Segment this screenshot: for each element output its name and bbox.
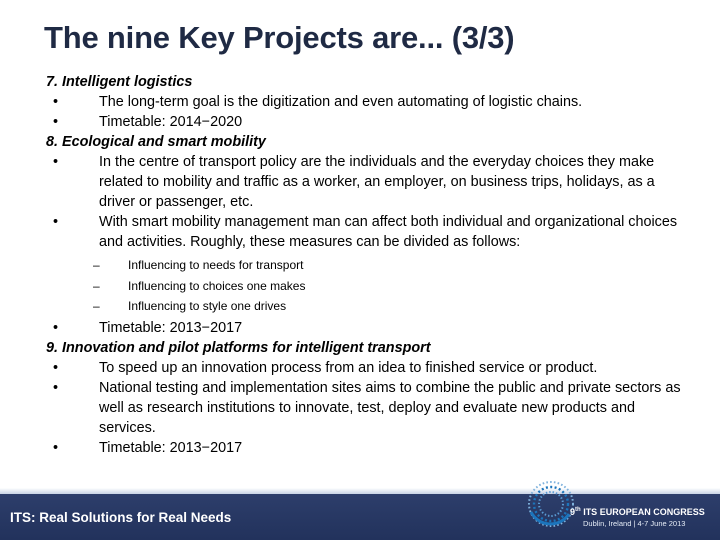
sub-bullet-text: Influencing to style one drives bbox=[128, 299, 287, 313]
bullet-glyph: • bbox=[53, 439, 59, 456]
congress-name: ITS EUROPEAN CONGRESS bbox=[580, 507, 705, 517]
bullet-item bbox=[46, 152, 694, 212]
footer-tagline: ITS: Real Solutions for Real Needs bbox=[10, 510, 232, 525]
bullet-text: Timetable: 2013−2017 bbox=[99, 439, 243, 456]
bullet-item bbox=[46, 112, 694, 132]
bullet-item bbox=[46, 212, 694, 252]
slide-content bbox=[46, 72, 694, 458]
sub-bullet-text: Influencing to needs for transport bbox=[128, 258, 304, 272]
bullet-glyph: • bbox=[53, 94, 59, 110]
bullet-item bbox=[46, 438, 694, 458]
section-heading-7: 7. Intelligent logistics bbox=[46, 74, 193, 90]
bullet-glyph: • bbox=[53, 214, 59, 230]
congress-ordinal-suffix: th bbox=[575, 507, 581, 513]
congress-logo bbox=[500, 472, 715, 538]
congress-location: Dublin, Ireland | 4-7 June 2013 bbox=[583, 519, 686, 528]
bullet-glyph: • bbox=[53, 319, 59, 336]
section-heading-9: 9. Innovation and pilot platforms for intelligent transport bbox=[46, 339, 431, 356]
bullet-text: Timetable: 2014−2020 bbox=[99, 114, 243, 130]
bullet-text: Timetable: 2013−2017 bbox=[99, 319, 243, 336]
congress-ordinal: 9 bbox=[570, 507, 576, 517]
bullet-item bbox=[46, 358, 694, 378]
sub-bullet-item bbox=[46, 255, 694, 276]
sub-bullet-item bbox=[46, 296, 694, 317]
sub-bullet-item bbox=[46, 276, 694, 297]
dash-glyph: – bbox=[93, 278, 100, 293]
bullet-glyph: • bbox=[53, 359, 59, 376]
sub-bullet-list bbox=[46, 255, 694, 317]
bullet-glyph: • bbox=[53, 114, 59, 130]
section-heading-8: 8. Ecological and smart mobility bbox=[46, 134, 266, 150]
bullet-glyph: • bbox=[53, 154, 59, 170]
sub-bullet-text: Influencing to choices one makes bbox=[128, 278, 306, 293]
congress-title bbox=[570, 507, 705, 517]
bullet-text: To speed up an innovation process from an idea to finished service or product. bbox=[99, 359, 598, 376]
bullet-text: In the centre of transport policy are the individuals and the everyday choices they make related to mobility and traffic as a worker, an employer, on business trips, holidays, as a driver or passenger, etc. bbox=[99, 154, 655, 210]
dash-glyph: – bbox=[93, 258, 100, 272]
bullet-item bbox=[46, 318, 694, 338]
bullet-text: With smart mobility management man can affect both individual and organizational choices and activities. Roughly, these measures can be divided as follows: bbox=[99, 214, 678, 250]
slide-title: The nine Key Projects are... (3/3) bbox=[44, 20, 515, 55]
bullet-glyph: • bbox=[53, 379, 59, 396]
bullet-item bbox=[46, 92, 694, 112]
dash-glyph: – bbox=[93, 299, 100, 313]
bullet-text: National testing and implementation sites aims to combine the public and private sectors as well as research institutions to innovate, test, deploy and evaluate new products and services. bbox=[99, 379, 681, 436]
congress-ring-logo-icon bbox=[500, 472, 715, 538]
bullet-item bbox=[46, 378, 694, 438]
bullet-text: The long-term goal is the digitization and even automating of logistic chains. bbox=[99, 94, 583, 110]
